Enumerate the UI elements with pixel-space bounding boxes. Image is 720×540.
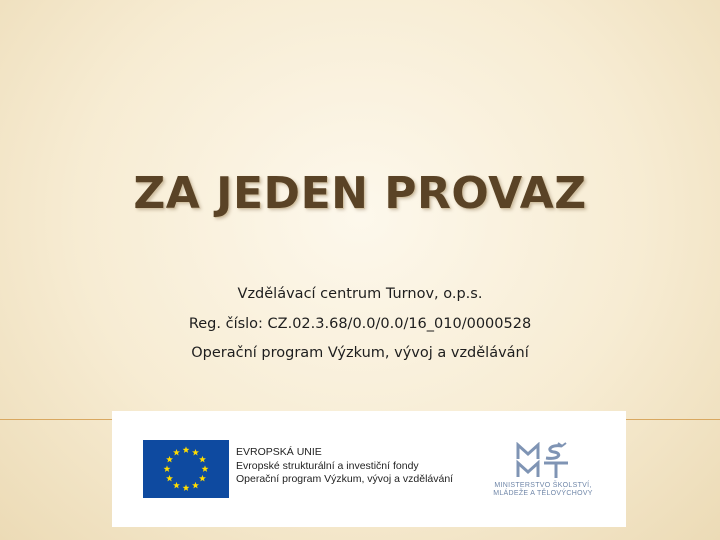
eu-star	[164, 465, 171, 472]
eu-star	[183, 484, 190, 491]
eu-star	[202, 465, 209, 472]
eu-star	[173, 482, 180, 489]
eu-star	[166, 475, 173, 482]
divider-right	[626, 419, 720, 420]
eu-star	[166, 456, 173, 463]
eu-flag-icon	[143, 440, 229, 498]
registration-number: Reg. číslo: CZ.02.3.68/0.0/0.0/16_010/0000528	[188, 316, 532, 332]
eu-logo-line: EVROPSKÁ UNIE	[236, 446, 322, 458]
msmt-logo-icon	[514, 442, 574, 480]
logo-banner	[112, 411, 626, 527]
eu-logo-line: Operační program Výzkum, vývoj a vzdělávání	[236, 473, 454, 485]
eu-logo-line: Evropské strukturální a investiční fondy	[236, 459, 419, 472]
slide-title: ZA JEDEN PROVAZ	[133, 168, 587, 219]
msmt-logo-line: MINISTERSTVO ŠKOLSTVÍ,	[494, 482, 592, 489]
program-name: Operační program Výzkum, vývoj a vzdělávání	[191, 345, 529, 361]
eu-logo-text	[236, 446, 453, 487]
divider-left	[0, 419, 112, 420]
eu-star	[199, 475, 206, 482]
eu-star	[192, 482, 199, 489]
eu-star	[183, 446, 190, 453]
eu-star	[199, 456, 206, 463]
organization-name: Vzdělávací centrum Turnov, o.p.s.	[237, 286, 483, 302]
msmt-logo-line: MLÁDEŽE A TĚLOVÝCHOVY	[493, 490, 593, 497]
eu-star	[173, 449, 180, 456]
eu-star	[192, 449, 199, 456]
